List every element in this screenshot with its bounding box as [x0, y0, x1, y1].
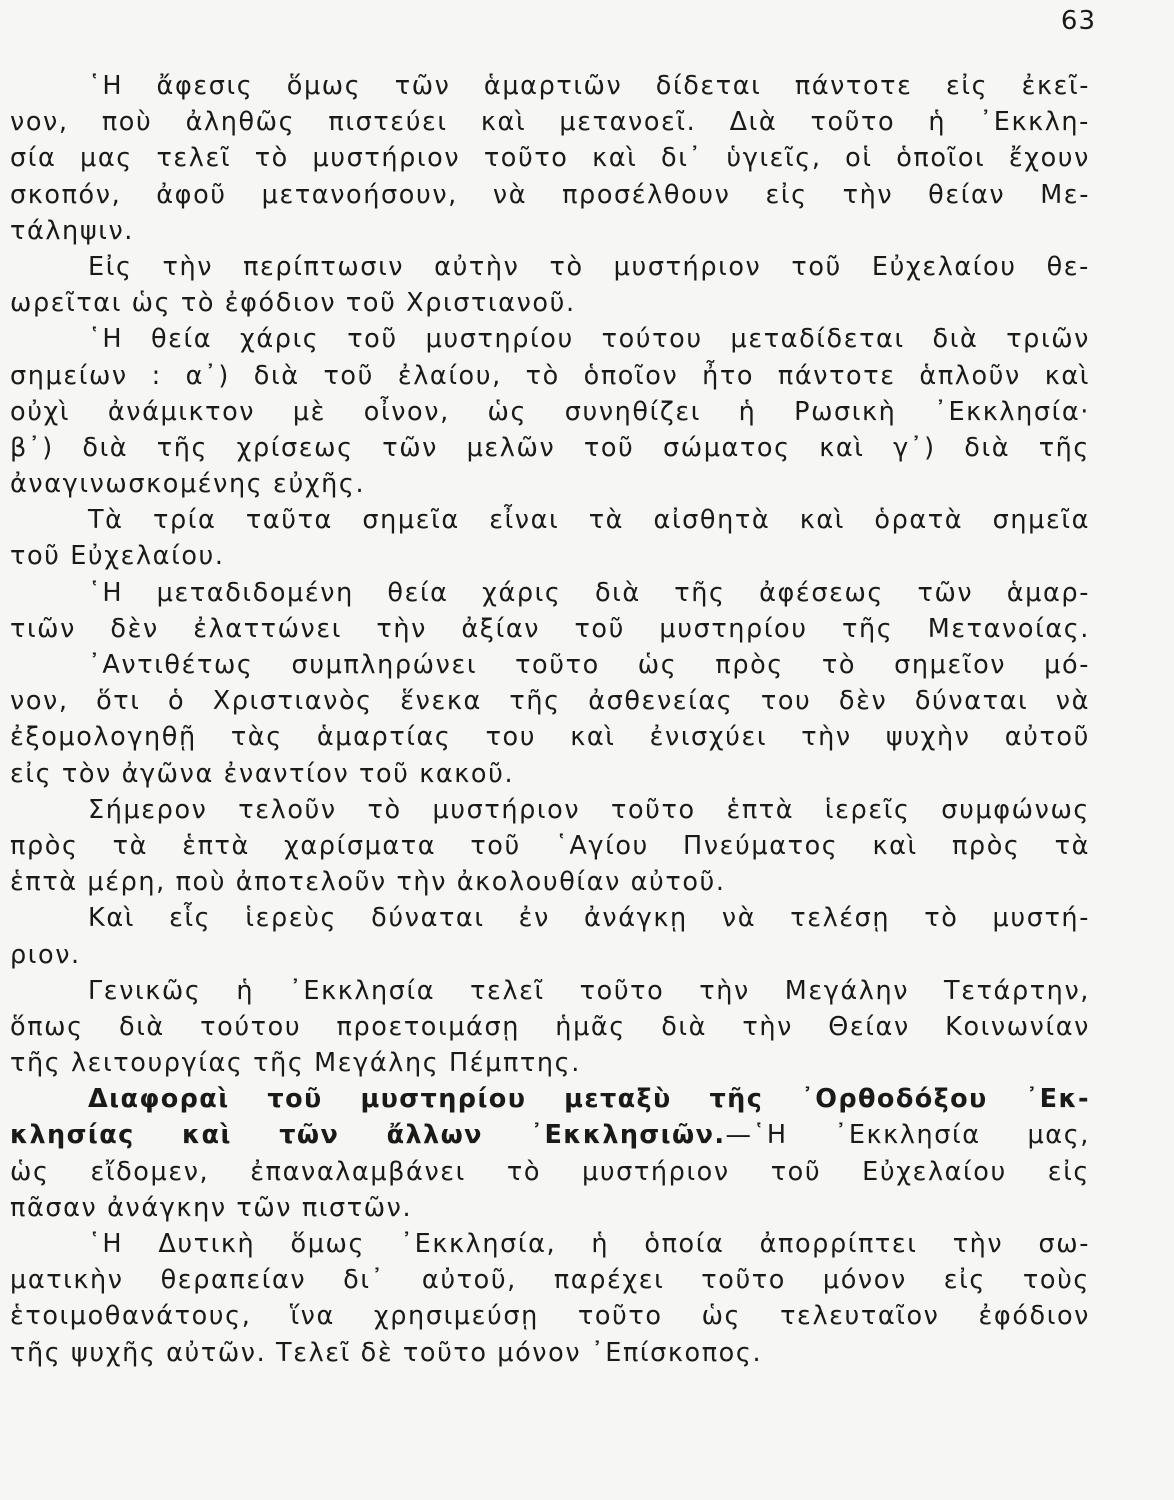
- text-line: ωρεῖται ὡς τὸ ἐφόδιον τοῦ Χριστιανοῦ.: [10, 288, 576, 319]
- text-line: τῆς λειτουργίας τῆς Μεγάλης Πέμπτης.: [10, 1048, 581, 1079]
- text-line: σημείων : α᾿) διὰ τοῦ ἐλαίου, τὸ ὁποῖον ἦτο πάντοτε ἁπλοῦν καὶ: [10, 360, 1090, 391]
- text-line: ῾Η Δυτικὴ ὅμως ᾿Εκκλησία, ἡ ὁποία ἀπορρίπτει τὴν σω-: [88, 1229, 1090, 1259]
- section-heading-title-end: κλησίας καὶ τῶν ἄλλων ᾿Εκκλησιῶν.: [10, 1120, 726, 1151]
- text-line: πᾶσαν ἀνάγκην τῶν πιστῶν.: [10, 1192, 413, 1223]
- section-heading-continuation: —῾Η ᾿Εκκλησία μας,: [725, 1120, 1090, 1151]
- text-line: ἑπτὰ μέρη, ποὺ ἀποτελοῦν τὴν ἀκολουθίαν αὐτοῦ.: [10, 867, 726, 898]
- text-line: Γενικῶς ἡ ᾿Εκκλησία τελεῖ τοῦτο τὴν Μεγάλην Τετάρτην,: [88, 975, 1090, 1006]
- text-line: τάληψιν.: [10, 215, 135, 246]
- text-line: ἀναγινωσκομένης εὐχῆς.: [10, 469, 366, 500]
- text-line: οὐχὶ ἀνάμικτον μὲ οἶνον, ὡς συνηθίζει ἡ Ρωσικὴ ᾿Εκκλησία·: [10, 396, 1090, 427]
- body-text: [10, 68, 1090, 1371]
- text-line: β᾿) διὰ τῆς χρίσεως τῶν μελῶν τοῦ σώματος καὶ γ᾿) διὰ τῆς: [10, 432, 1090, 463]
- text-line: ἐξομολογηθῇ τὰς ἁμαρτίας του καὶ ἐνισχύει τὴν ψυχὴν αὐτοῦ: [10, 722, 1090, 753]
- text-line: σία μας τελεῖ τὸ μυστήριον τοῦτο καὶ δι᾿ ὑγιεῖς, οἱ ὁποῖοι ἔχουν: [10, 143, 1090, 174]
- text-line: ῾Η μεταδιδομένη θεία χάρις διὰ τῆς ἀφέσεως τῶν ἁμαρ-: [88, 577, 1090, 608]
- text-line: τιῶν δὲν ἐλαττώνει τὴν ἀξίαν τοῦ μυστηρίου τῆς Μετανοίας.: [10, 613, 1090, 644]
- text-line: νον, ὅτι ὁ Χριστιανὸς ἕνεκα τῆς ἀσθενείας του δὲν δύναται νὰ: [10, 686, 1090, 717]
- text-line: ῾Η ἄφεσις ὅμως τῶν ἁμαρτιῶν δίδεται πάντοτε εἰς ἐκεῖ-: [88, 71, 1090, 101]
- text-line: Εἰς τὴν περίπτωσιν αὐτὴν τὸ μυστήριον τοῦ Εὐχελαίου θε-: [88, 251, 1090, 282]
- text-line: ῾Η θεία χάρις τοῦ μυστηρίου τούτου μεταδίδεται διὰ τριῶν: [88, 324, 1090, 355]
- text-line: Τὰ τρία ταῦτα σημεῖα εἶναι τὰ αἰσθητὰ καὶ ὁρατὰ σημεῖα: [88, 505, 1090, 536]
- text-line: Σήμερον τελοῦν τὸ μυστήριον τοῦτο ἑπτὰ ἱερεῖς συμφώνως: [88, 794, 1090, 825]
- text-line: τοῦ Εὐχελαίου.: [10, 541, 225, 572]
- text-line: ματικὴν θεραπείαν δι᾿ αὐτοῦ, παρέχει τοῦτο μόνον εἰς τοὺς: [10, 1265, 1090, 1296]
- section-heading-line-2: [10, 1117, 1090, 1153]
- text-line: ὡς εἴδομεν, ἐπαναλαμβάνει τὸ μυστήριον τοῦ Εὐχελαίου εἰς: [10, 1156, 1090, 1187]
- text-line: πρὸς τὰ ἑπτὰ χαρίσματα τοῦ ῾Αγίου Πνεύματος καὶ πρὸς τὰ: [10, 830, 1090, 861]
- section-heading-line-1: Διαφοραὶ τοῦ μυστηρίου μεταξὺ τῆς ᾿Ορθοδόξου ᾿Εκ-: [88, 1084, 1090, 1115]
- text-line: εἰς τὸν ἀγῶνα ἐναντίον τοῦ κακοῦ.: [10, 758, 515, 789]
- text-line: νον, ποὺ ἀληθῶς πιστεύει καὶ μετανοεῖ. Διὰ τοῦτο ἡ ᾿Εκκλη-: [10, 107, 1090, 138]
- text-line: Καὶ εἷς ἱερεὺς δύναται ἐν ἀνάγκῃ νὰ τελέσῃ τὸ μυστή-: [88, 903, 1090, 934]
- text-line: τῆς ψυχῆς αὐτῶν. Τελεῖ δὲ τοῦτο μόνον ᾿Επίσκοπος.: [10, 1337, 763, 1368]
- page-number: 63: [1060, 6, 1096, 36]
- text-line: ριον.: [10, 939, 81, 970]
- text-line: ἑτοιμοθανάτους, ἵνα χρησιμεύσῃ τοῦτο ὡς τελευταῖον ἐφόδιον: [10, 1301, 1090, 1332]
- text-line: ᾿Αντιθέτως συμπληρώνει τοῦτο ὡς πρὸς τὸ σημεῖον μό-: [88, 650, 1090, 680]
- text-line: σκοπόν, ἀφοῦ μετανοήσουν, νὰ προσέλθουν εἰς τὴν θείαν Με-: [10, 179, 1090, 210]
- text-line: ὅπως διὰ τούτου προετοιμάσῃ ἡμᾶς διὰ τὴν Θείαν Κοινωνίαν: [10, 1011, 1090, 1042]
